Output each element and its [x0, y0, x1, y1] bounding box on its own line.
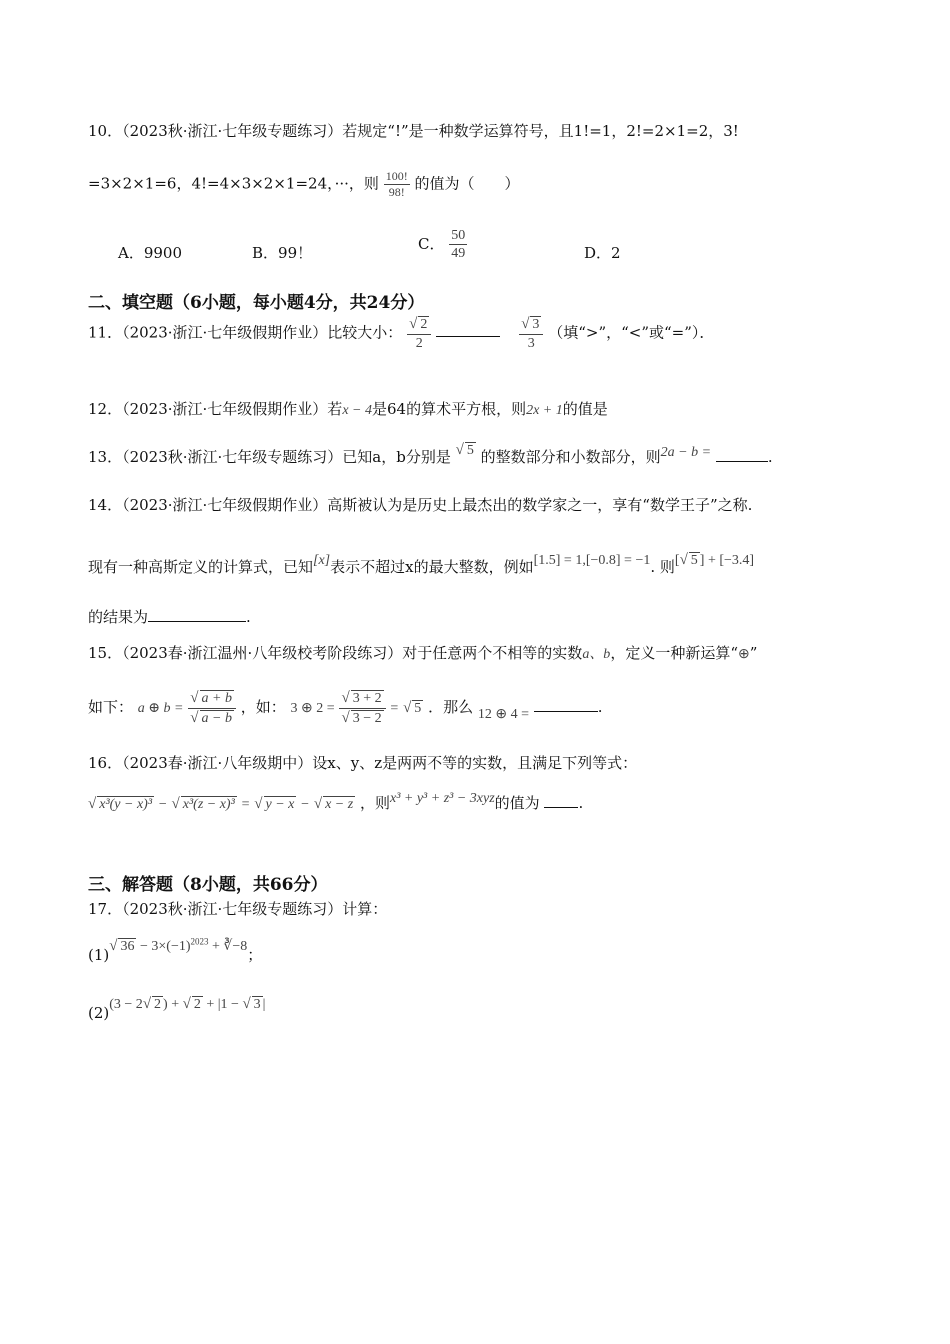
q10-choice-b: B．99！	[252, 244, 313, 262]
q17-part2	[88, 994, 266, 1022]
q10-frac-den: 98!	[388, 185, 405, 200]
q11-frac2	[519, 316, 543, 351]
q16-term3: √ y − x	[254, 796, 295, 812]
q11-frac1-den: 2	[415, 335, 423, 351]
q16-term2: √ x³(z − x)³	[171, 796, 235, 812]
q13-blank[interactable]	[716, 446, 768, 462]
q12-expr2: 2x + 1	[526, 403, 563, 418]
q16-minus1: −	[158, 797, 167, 812]
q15-ex-num: √ 3 + 2	[339, 690, 385, 709]
q10-choice-c-num: 50	[449, 228, 467, 245]
q14-example: [1.5] = 1,[−0.8] = −1	[533, 553, 651, 568]
q13-mid: 的整数部分和小数部分，则	[480, 448, 661, 466]
q14-line2	[88, 552, 755, 577]
q16-end: .	[578, 794, 584, 812]
q11-suffix: （填“>”，“<”或“=”）．	[548, 323, 715, 342]
q12-line	[88, 398, 608, 419]
q15-text-b: ，定义一种新运算“	[610, 644, 738, 662]
q11-prefix: 11．（2023·浙江·七年级假期作业）比较大小：	[88, 323, 403, 342]
q15-line2	[88, 690, 603, 726]
q17-part1	[88, 934, 263, 964]
q15-def-den: √ a − b	[190, 709, 232, 726]
q15-example-label: ，如：	[240, 698, 286, 716]
q16-expr: x³ + y³ + z³ − 3xyz	[389, 791, 495, 806]
q15-ex-lhs: 3 ⊕ 2 =	[290, 701, 335, 716]
q17-p1-expr: √ $36 - 3\times(-1)^{2023}$ + ∛−8	[109, 936, 248, 954]
q10-choice-c	[418, 228, 467, 262]
q13-expr: 2a − b =	[660, 445, 712, 460]
q13-sqrt: √ 5	[455, 442, 474, 458]
q11-blank[interactable]	[436, 321, 500, 337]
q16-term4: √ x − z	[313, 796, 354, 812]
q15-def-frac	[188, 690, 236, 726]
q15-def-num: √ a + b	[188, 690, 236, 709]
q10-choice-c-den: 49	[451, 246, 466, 262]
q15-vars: a、b	[582, 647, 611, 662]
q17-p2-label: (2)	[88, 1004, 110, 1022]
q14-line1: 14．（2023·浙江·七年级假期作业）高斯被认为是历史上最杰出的数学家之一，享有“数学王子”之称.	[88, 496, 753, 514]
q16-equals: =	[241, 797, 250, 812]
q16-suffix: 的值为	[494, 794, 540, 812]
q14-end: .	[246, 608, 251, 626]
q13-prefix: 13．（2023秋·浙江·七年级专题练习）已知a，b分别是	[88, 448, 451, 466]
q14-expression: [√ 5 ] + [−3.4]	[674, 552, 755, 568]
q15-ex-frac	[339, 690, 385, 726]
q10-text-a: =3×2×1=6，4!=4×3×2×1=24，···，则	[88, 174, 379, 193]
q15-ex-den: √ 3 − 2	[341, 709, 382, 726]
q16-blank[interactable]	[544, 792, 578, 808]
q15-def-lhs: a ⊕ b =	[137, 701, 184, 716]
q12-suffix: 的值是	[562, 400, 608, 418]
q14-result-label: 的结果为	[88, 608, 149, 626]
q11-frac2-num: √ 3	[519, 316, 543, 335]
q15-label: 如下：	[88, 698, 134, 716]
q11-frac2-den: 3	[527, 335, 535, 351]
q13-suffix: .	[767, 448, 773, 466]
q15-then: ．那么	[428, 698, 474, 716]
q16-line2	[88, 792, 583, 813]
section2-title: 二、填空题（6小题，每小题4分，共24分）	[88, 293, 425, 313]
q14-bracket-x: [x]	[313, 553, 331, 568]
q14-text-a: 现有一种高斯定义的计算式，已知	[88, 558, 314, 576]
q11-frac1	[407, 316, 431, 351]
q15-text-a: 15．（2023春·浙江温州·八年级校考阶段练习）对于任意两个不相等的实数	[88, 644, 583, 662]
q15-ex-sqrt: √ 5	[403, 700, 422, 716]
q10-text-b: 的值为（ ）	[414, 174, 520, 193]
q17-p2-expr: (3 − 2√ 2 ) + √ 2 + |1 − √ 3 |	[109, 996, 266, 1012]
q11-line	[88, 316, 714, 351]
q17-line1: 17．（2023秋·浙江·七年级专题练习）计算：	[88, 900, 388, 918]
q14-blank[interactable]	[148, 606, 246, 622]
q10-frac-num: 100!	[384, 170, 410, 185]
q16-term1: √ x³(y − x)³	[88, 796, 153, 812]
q17-p1-label: (1)	[88, 946, 110, 964]
q10-fraction	[384, 170, 410, 199]
q14-line3	[88, 606, 251, 627]
q12-prefix: 12．（2023·浙江·七年级假期作业）若	[88, 400, 343, 418]
q10-choice-c-label: C．	[418, 234, 445, 253]
q11-frac1-num: √ 2	[407, 316, 431, 335]
q12-expr1: x − 4	[342, 403, 372, 418]
q10-choice-a: A．9900	[118, 244, 183, 262]
q15-ask: 12 ⊕ 4 =	[477, 707, 530, 722]
q10-choice-d: D．2	[584, 244, 621, 262]
q15-blank[interactable]	[534, 696, 598, 712]
q10-choice-c-frac	[449, 228, 467, 262]
q15-ex-eq: =	[390, 701, 399, 716]
q14-text-b: 表示不超过x的最大整数，例如	[330, 558, 534, 576]
q10-line1: 10．（2023秋·浙江·七年级专题练习）若规定“!”是一种数学运算符号，且1!=1，2!=2×1=2，3!	[88, 122, 739, 140]
q15-op-symbol: ⊕	[737, 647, 750, 662]
q16-line1: 16．（2023春·浙江·八年级期中）设x、y、z是两两不等的实数，且满足下列等式：	[88, 754, 638, 772]
q12-mid: 是64的算术平方根，则	[371, 400, 527, 418]
q16-mid: ，则	[359, 794, 390, 812]
q13-line	[88, 442, 773, 467]
q15-line1	[88, 642, 757, 663]
q10-line2	[88, 170, 520, 199]
q15-end: .	[597, 698, 603, 716]
q15-text-c: ”	[749, 644, 758, 662]
q14-text-c: . 则	[650, 558, 675, 576]
q17-p1-end: ；	[247, 946, 263, 964]
q16-minus2: −	[301, 797, 310, 812]
section3-title: 三、解答题（8小题，共66分）	[88, 875, 328, 895]
